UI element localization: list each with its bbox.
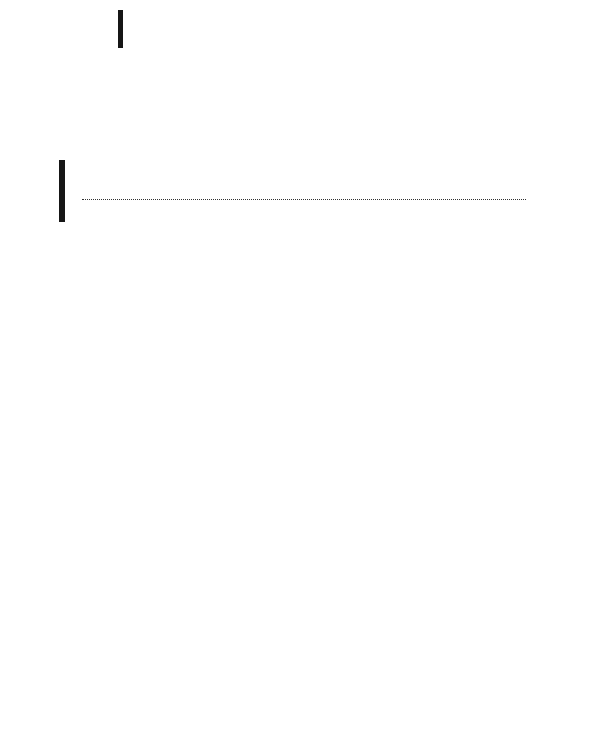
section-title-line2[interactable] [78,203,530,204]
page-header [72,10,542,48]
leader-dots [82,199,526,200]
section-marker-bar [59,160,65,222]
header-divider-bar [118,10,123,48]
